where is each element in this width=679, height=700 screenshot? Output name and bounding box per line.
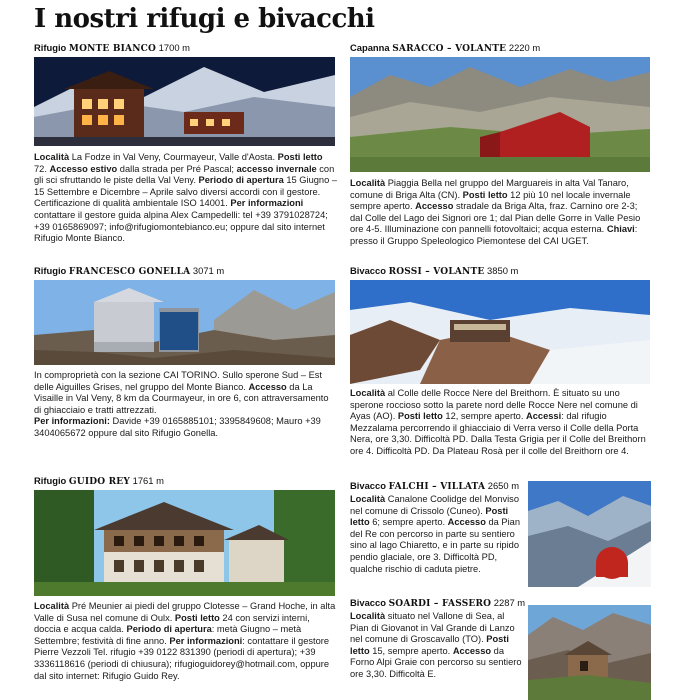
entry-header — [34, 475, 336, 488]
photo-capanna-saracco-volante — [350, 57, 650, 172]
entry-type: Bivacco — [350, 480, 386, 491]
entry-text: Località La Fodze in Val Veny, Courmayeur, Valle d'Aosta. Posti letto 72. Accesso estivo dalla strada per Pré Pascal; accesso invernale con gli sci sfruttando le piste della Val Veny. Periodo di apertura 15 Giugno – 15 Settembre e Dicembre – Aprile salvo diversi accordi con il gestore. Certificazione di qualità ambientale ISO 14001. Per informazioni contattare il gestore guida alpina Alex Campedelli: tel +39 3791028724; +39 0165869097; info@rifugiomontebianco.eu; oppure dal sito internet Rifugio Monte Bianco. — [34, 152, 338, 244]
entry-altitude: 3071 m — [192, 265, 225, 276]
entry-type: Rifugio — [34, 475, 67, 486]
photo-bivacco-rossi-volante — [350, 280, 650, 384]
entry-bivacco-rossi-volante — [350, 265, 650, 278]
photo-bivacco-falchi-villata — [528, 481, 651, 587]
photo-rifugio-monte-bianco — [34, 57, 335, 146]
entry-text: In comproprietà con la sezione CAI TORINO. Sullo sperone Sud – Est delle Aiguilles Grises, nel gruppo del Monte Bianco. Accesso da La Visaille in Val Veny, 8 km da Courmayeur, in ore 6, con attraversamento di ghiacciaio e tratti attrezzati. Per informazioni: Davide +39 0165885101; 3395849608; Mauro +39 3404065672 oppure dal sito Rifugio Gonella. — [34, 370, 329, 438]
entry-name: FRANCESCO GONELLA — [68, 267, 191, 277]
entry-capanna-saracco-volante — [350, 42, 650, 55]
entry-type: Rifugio — [34, 42, 67, 53]
entry-name: SOARDI – FASSERO — [388, 599, 492, 609]
entry-rifugio-francesco-gonella — [34, 265, 336, 278]
entry-bivacco-falchi-villata — [350, 480, 530, 493]
entry-altitude: 3850 m — [487, 265, 519, 276]
entry-altitude: 2220 m — [508, 42, 541, 53]
entry-name: ROSSI – VOLANTE — [388, 267, 485, 277]
entry-type: Rifugio — [34, 265, 67, 276]
photo-rifugio-francesco-gonella — [34, 280, 335, 365]
entry-name: SARACCO – VOLANTE — [392, 44, 507, 54]
entry-name: FALCHI – VILLATA — [388, 482, 486, 492]
entry-rifugio-guido-rey — [34, 475, 336, 488]
entry-header — [350, 480, 530, 493]
entry-text: Località al Colle delle Rocce Nere del Breithorn. È situato su uno sperone roccioso sotto la parete nord delle Rocce Nere nel comune di Ayas (AO). Posti letto 12, sempre aperto. Accessi: dal rifugio Mezzalama percorrendo il ghiacciaio di Verra verso il Colle della Porta Nera, ore 3,30. Difficoltà PD. Dalla Testa Grigia per il Colle del Breithorn ore 4. Difficoltà PD. Da Plateau Rosà per il colle del Breithorn ore 4. — [350, 388, 646, 456]
entry-text: Località Canalone Coolidge del Monviso nel comune di Crissolo (Cuneo). Posti letto 6; sempre aperto. Accesso da Pian del Re con percorso in parte su sentiero sino al lago Chiaretto, e in parte su ripido pendio glaciale, ore 3. Difficoltà PD, qualche rischio di caduta pietre. — [350, 494, 521, 574]
photo-bivacco-soardi-fassero — [528, 605, 651, 700]
entry-altitude: 2650 m — [487, 480, 520, 491]
entry-altitude: 1761 m — [132, 475, 164, 486]
entry-type: Capanna — [350, 42, 390, 53]
entry-altitude: 2287 m — [493, 597, 526, 608]
entry-type: Bivacco — [350, 265, 386, 276]
entry-header — [350, 265, 650, 278]
page-title: I nostri rifugi e bivacchi — [34, 4, 375, 34]
entry-text: Località Pré Meunier ai piedi del gruppo Clotesse – Grand Hoche, in alta Valle di Susa nel comune di Oulx. Posti letto 24 con servizi interni, doccia e acqua calda. Periodo di apertura: metà Giugno – metà Settembre; festività di fine anno. Per informazioni: contattare il gestore Pierre Vezzoli Tel. rifugio +39 0122 831390 (periodi di apertura); +39 3336118616 (periodi di chiusura); rifugioguidorey@hotmail.com, oppure dal sito internet: Rifugio Guido Rey. — [34, 601, 336, 681]
entry-altitude: 1700 m — [158, 42, 190, 53]
entry-rifugio-monte-bianco — [34, 42, 336, 55]
entry-name: GUIDO REY — [68, 477, 130, 487]
entry-header — [34, 265, 336, 278]
entry-text: Località situato nel Vallone di Sea, al Pian di Giovanot in Val Grande di Lanzo nel comune di Groscavallo (TO). Posti letto 15, sempre aperto. Accesso da Forno Alpi Graie con percorso su sentiero ore 3,30. Difficoltà E. — [350, 611, 522, 679]
entry-header — [350, 42, 650, 55]
entry-text: Località Piaggia Bella nel gruppo del Marguareis in alta Val Tanaro, comune di Briga Alta (CN). Posti letto 12 più 10 nel locale invernale sempre aperto. Accesso stradale da Briga Alta, fraz. Carnino ore 2-3; dal Colle del Lago dei Signori ore 1; dal Pian delle Gorre in Valle Pesio ore 4-5. Illuminazione con pannelli fotovoltaici; acqua esterna. Chiavi: presso il Gruppo Speleologico Piemontese del CAI UGET. — [350, 178, 641, 246]
entry-header — [34, 42, 336, 55]
entry-header — [350, 597, 530, 610]
photo-rifugio-guido-rey — [34, 490, 335, 596]
entry-name: MONTE BIANCO — [68, 44, 157, 54]
entry-type: Bivacco — [350, 597, 386, 608]
entry-bivacco-soardi-fassero — [350, 597, 530, 610]
